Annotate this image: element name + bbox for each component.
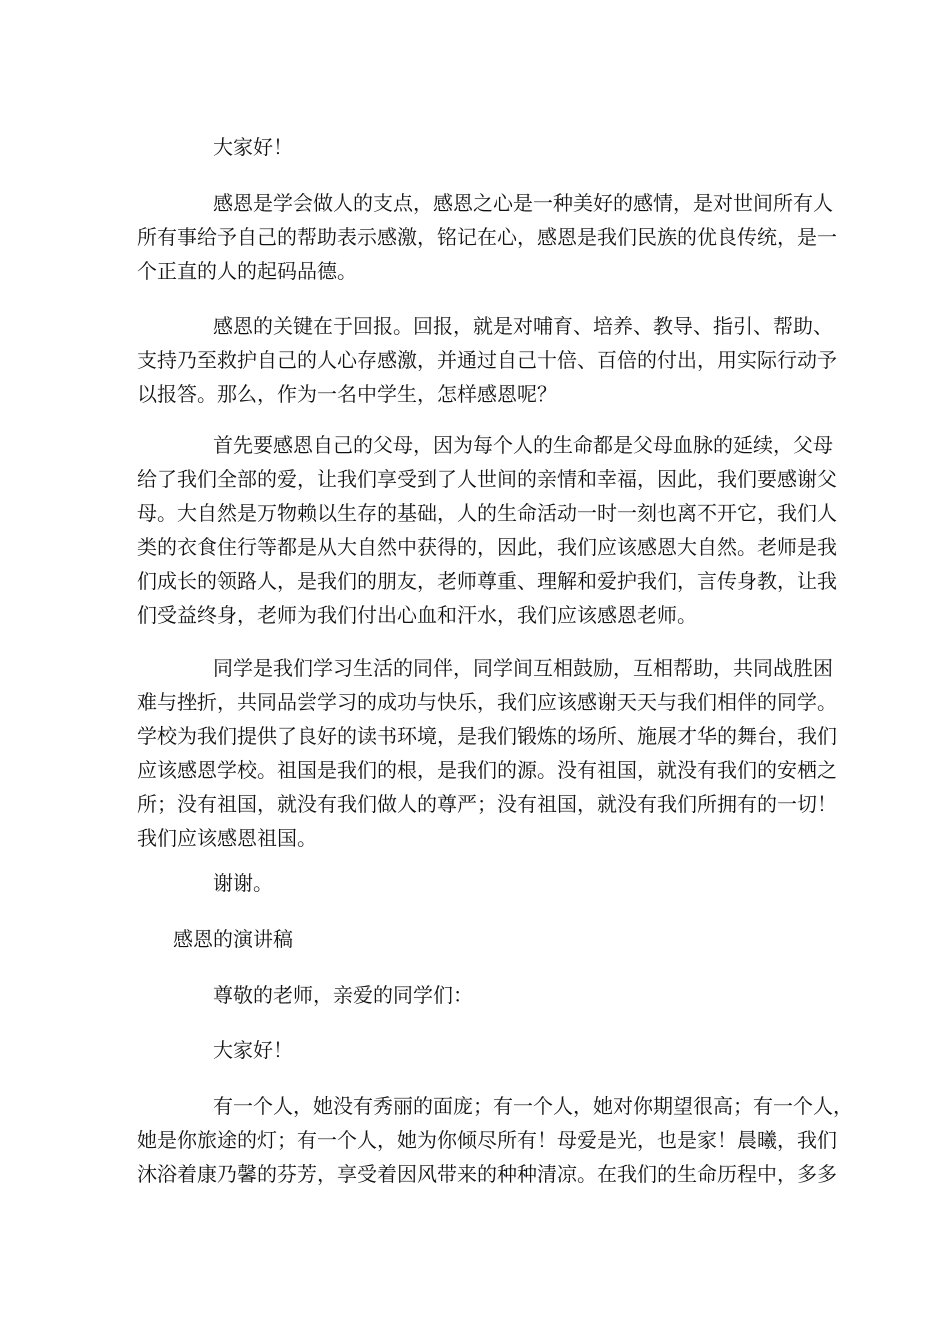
section-title [137, 922, 819, 956]
paragraph-line: 大家好！ [213, 1038, 293, 1062]
paragraph-line: 同学是我们学习生活的同伴，同学间互相鼓励，互相帮助，共同战胜困 [213, 656, 833, 680]
paragraph-line: 大家好！ [213, 135, 293, 159]
body-paragraph [137, 1089, 853, 1191]
paragraph-line: 我们应该感恩祖国。 [137, 826, 317, 850]
paragraph-line: 应该感恩学校。祖国是我们的根，是我们的源。没有祖国，就没有我们的安栖之 [137, 758, 837, 782]
paragraph-line: 个正直的人的起码品德。 [137, 259, 357, 283]
body-paragraph [137, 309, 837, 411]
paragraph-line: 她是你旅途的灯；有一个人，她为你倾尽所有！母爱是光，也是家！晨曦，我们 [137, 1128, 837, 1152]
paragraph-line: 有一个人，她没有秀丽的面庞；有一个人，她对你期望很高；有一个人， [213, 1094, 853, 1118]
paragraph-line: 谢谢。 [213, 871, 273, 895]
paragraph-line: 母。大自然是万物赖以生存的基础，人的生命活动一时一刻也离不开它，我们人 [137, 501, 837, 525]
body-paragraph [137, 428, 837, 632]
paragraph-line: 类的衣食住行等都是从大自然中获得的，因此，我们应该感恩大自然。老师是我 [137, 535, 837, 559]
paragraph-line: 感恩是学会做人的支点，感恩之心是一种美好的感情，是对世间所有人 [213, 191, 833, 215]
body-paragraph [137, 651, 837, 855]
paragraph-line: 学校为我们提供了良好的读书环境，是我们锻炼的场所、施展才华的舞台，我们 [137, 724, 837, 748]
paragraph-line: 尊敬的老师，亲爱的同学们： [213, 983, 473, 1007]
paragraph-line: 所；没有祖国，就没有我们做人的尊严；没有祖国，就没有我们所拥有的一切！ [137, 792, 837, 816]
paragraph-line: 以报答。那么，作为一名中学生，怎样感恩呢？ [137, 382, 557, 406]
greeting-paragraph [137, 1033, 819, 1067]
salutation-paragraph [137, 978, 819, 1012]
closing-paragraph [137, 866, 819, 900]
paragraph-line: 感恩的演讲稿 [173, 927, 293, 951]
paragraph-line: 感恩的关键在于回报。回报，就是对哺育、培养、教导、指引、帮助、 [213, 314, 833, 338]
paragraph-line: 支持乃至救护自己的人心存感激，并通过自己十倍、百倍的付出，用实际行动予 [137, 348, 837, 372]
paragraph-line: 沐浴着康乃馨的芬芳，享受着因风带来的种种清凉。在我们的生命历程中，多多 [137, 1162, 837, 1186]
paragraph-line: 难与挫折，共同品尝学习的成功与快乐，我们应该感谢天天与我们相伴的同学。 [137, 690, 837, 714]
paragraph-line: 们受益终身，老师为我们付出心血和汗水，我们应该感恩老师。 [137, 603, 697, 627]
body-paragraph [137, 186, 837, 288]
greeting-paragraph [137, 130, 819, 164]
paragraph-line: 首先要感恩自己的父母，因为每个人的生命都是父母血脉的延续，父母 [213, 433, 833, 457]
paragraph-line: 给了我们全部的爱，让我们享受到了人世间的亲情和幸福，因此，我们要感谢父 [137, 467, 837, 491]
paragraph-line: 所有事给予自己的帮助表示感激，铭记在心，感恩是我们民族的优良传统，是一 [137, 225, 837, 249]
paragraph-line: 们成长的领路人，是我们的朋友，老师尊重、理解和爱护我们，言传身教，让我 [137, 569, 837, 593]
